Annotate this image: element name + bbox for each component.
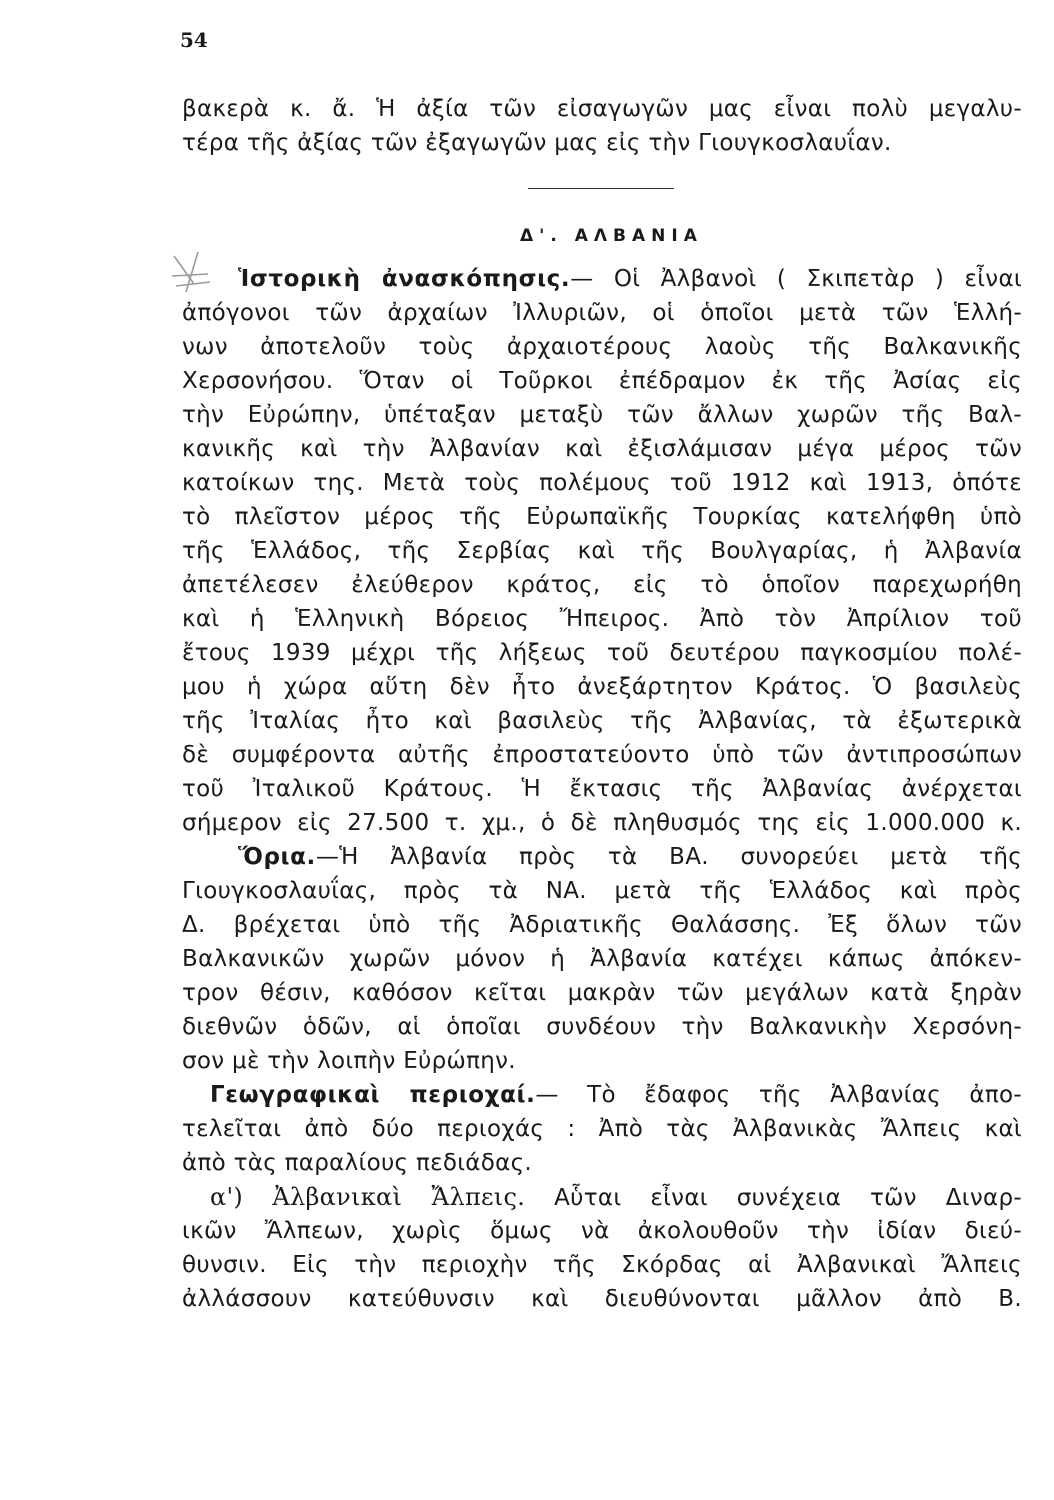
text-line: τῆς Ἰταλίας ἦτο καὶ βασιλεὺς τῆς Ἀλβανίας, τὰ ἐξωτερικὰ [182, 708, 1022, 734]
geography-heading: Γεωγραφικαὶ περιοχαί. [210, 1082, 536, 1108]
history-first-line [182, 262, 1022, 296]
alps-first-line-text: Αὗται εἶναι συνέχεια τῶν Διναρ- [525, 1185, 1022, 1211]
text-line: θυνσιν. Εἰς τὴν περιοχὴν τῆς Σκόρδας αἱ Ἀλβανικαὶ Ἄλπεις [182, 1252, 1022, 1278]
text-line: σον μὲ τὴν λοιπὴν Εὐρώπην. [182, 1048, 516, 1074]
section-divider [528, 188, 674, 189]
text-line: ικῶν Ἄλπεων, χωρὶς ὅμως νὰ ἀκολουθοῦν τὴν ἰδίαν διεύ- [182, 1218, 1022, 1244]
history-heading: Ἱστορικὴ ἀνασκόπησις. [238, 266, 571, 292]
borders-first-line-text: —Ἡ Ἀλβανία πρὸς τὰ ΒΑ. συνορεύει μετὰ τῆς [315, 844, 1022, 870]
text-line: Βαλκανικῶν χωρῶν μόνον ἡ Ἀλβανία κατέχει κάπως ἀπόκεν- [182, 946, 1022, 972]
text-line: ἀπετέλεσεν ἐλεύθερον κράτος, εἰς τὸ ὁποῖον παρεχωρήθη [182, 572, 1022, 598]
text-line: Δ. βρέχεται ὑπὸ τῆς Ἀδριατικῆς Θαλάσσης. Ἐξ ὅλων τῶν [182, 912, 1022, 938]
borders-first-line [182, 840, 1022, 874]
text-line: βακερὰ κ. ἄ. Ἡ ἀξία τῶν εἰσαγωγῶν μας εἶναι πολὺ μεγαλυ- [182, 96, 1022, 122]
text-line: νων ἀποτελοῦν τοὺς ἀρχαιοτέρους λαοὺς τῆς Βαλκανικῆς [182, 334, 1022, 360]
geography-first-line-text: — Τὸ ἔδαφος τῆς Ἀλβανίας ἀπο- [535, 1082, 1023, 1108]
intro-paragraph [182, 92, 1022, 160]
text-line: ἀπόγονοι τῶν ἀρχαίων Ἰλλυριῶν, οἱ ὁποῖοι μετὰ τῶν Ἑλλή- [182, 300, 1022, 326]
alps-heading: α') Ἀλβανικαὶ Ἄλπεις. [210, 1183, 526, 1211]
text-line: τελεῖται ἀπὸ δύο περιοχάς : Ἀπὸ τὰς Ἀλβανικὰς Ἄλπεις καὶ [182, 1116, 1022, 1142]
text-line: Χερσονήσου. Ὅταν οἱ Τοῦρκοι ἐπέδραμον ἐκ τῆς Ἀσίας εἰς [182, 368, 1022, 394]
text-line: κανικῆς καὶ τὴν Ἀλβανίαν καὶ ἐξισλάμισαν μέγα μέρος τῶν [182, 436, 1022, 462]
text-line: τέρα τῆς ἀξίας τῶν ἐξαγωγῶν μας εἰς τὴν Γιουγκοσλαυΐαν. [182, 130, 892, 156]
text-line: τὴν Εὐρώπην, ὑπέταξαν μεταξὺ τῶν ἄλλων χωρῶν τῆς Βαλ- [182, 402, 1022, 428]
history-paragraph [182, 262, 1022, 1316]
geography-first-line [182, 1078, 1022, 1112]
text-line: σήμερον εἰς 27.500 τ. χμ., ὁ δὲ πληθυσμός της εἰς 1.000.000 κ. [182, 810, 1022, 836]
text-line: ἀπὸ τὰς παραλίους πεδιάδας. [182, 1150, 533, 1176]
text-line: δὲ συμφέροντα αὐτῆς ἐπροστατεύοντο ὑπὸ τῶν ἀντιπροσώπων [182, 742, 1022, 768]
alps-first-line [182, 1180, 1022, 1214]
section-title: Δ'. ΑΛΒΑΝΙΑ [520, 226, 703, 246]
text-line: μου ἡ χώρα αὕτη δὲν ἦτο ἀνεξάρτητον Κράτος. Ὁ βασιλεὺς [182, 674, 1022, 700]
page-number: 54 [180, 28, 208, 52]
text-line: τοῦ Ἰταλικοῦ Κράτους. Ἡ ἔκτασις τῆς Ἀλβανίας ἀνέρχεται [182, 776, 1022, 802]
text-line: Γιουγκοσλαυΐας, πρὸς τὰ ΝΑ. μετὰ τῆς Ἑλλάδος καὶ πρὸς [182, 878, 1022, 904]
text-line: τῆς Ἑλλάδος, τῆς Σερβίας καὶ τῆς Βουλγαρίας, ἡ Ἀλβανία [182, 538, 1022, 564]
text-line: διεθνῶν ὁδῶν, αἱ ὁποῖαι συνδέουν τὴν Βαλκανικὴν Χερσόνη- [182, 1014, 1022, 1040]
text-line: ἔτους 1939 μέχρι τῆς λήξεως τοῦ δευτέρου παγκοσμίου πολέ- [182, 640, 1022, 666]
text-line: ἀλλάσσουν κατεύθυνσιν καὶ διευθύνονται μᾶλλον ἀπὸ Β. [182, 1286, 1022, 1312]
text-line: τὸ πλεῖστον μέρος τῆς Εὐρωπαϊκῆς Τουρκίας κατελήφθη ὑπὸ [182, 504, 1022, 530]
borders-heading: Ὅρια. [238, 844, 316, 870]
text-line: καὶ ἡ Ἑλληνικὴ Βόρειος Ἤπειρος. Ἀπὸ τὸν Ἀπρίλιον τοῦ [182, 606, 1022, 632]
text-line: τρον θέσιν, καθόσον κεῖται μακρὰν τῶν μεγάλων κατὰ ξηρὰν [182, 980, 1022, 1006]
history-first-line-text: — Οἱ Ἀλβανοὶ ( Σκιπετὰρ ) εἶναι [570, 266, 1022, 292]
text-line: κατοίκων της. Μετὰ τοὺς πολέμους τοῦ 1912 καὶ 1913, ὁπότε [182, 470, 1022, 496]
